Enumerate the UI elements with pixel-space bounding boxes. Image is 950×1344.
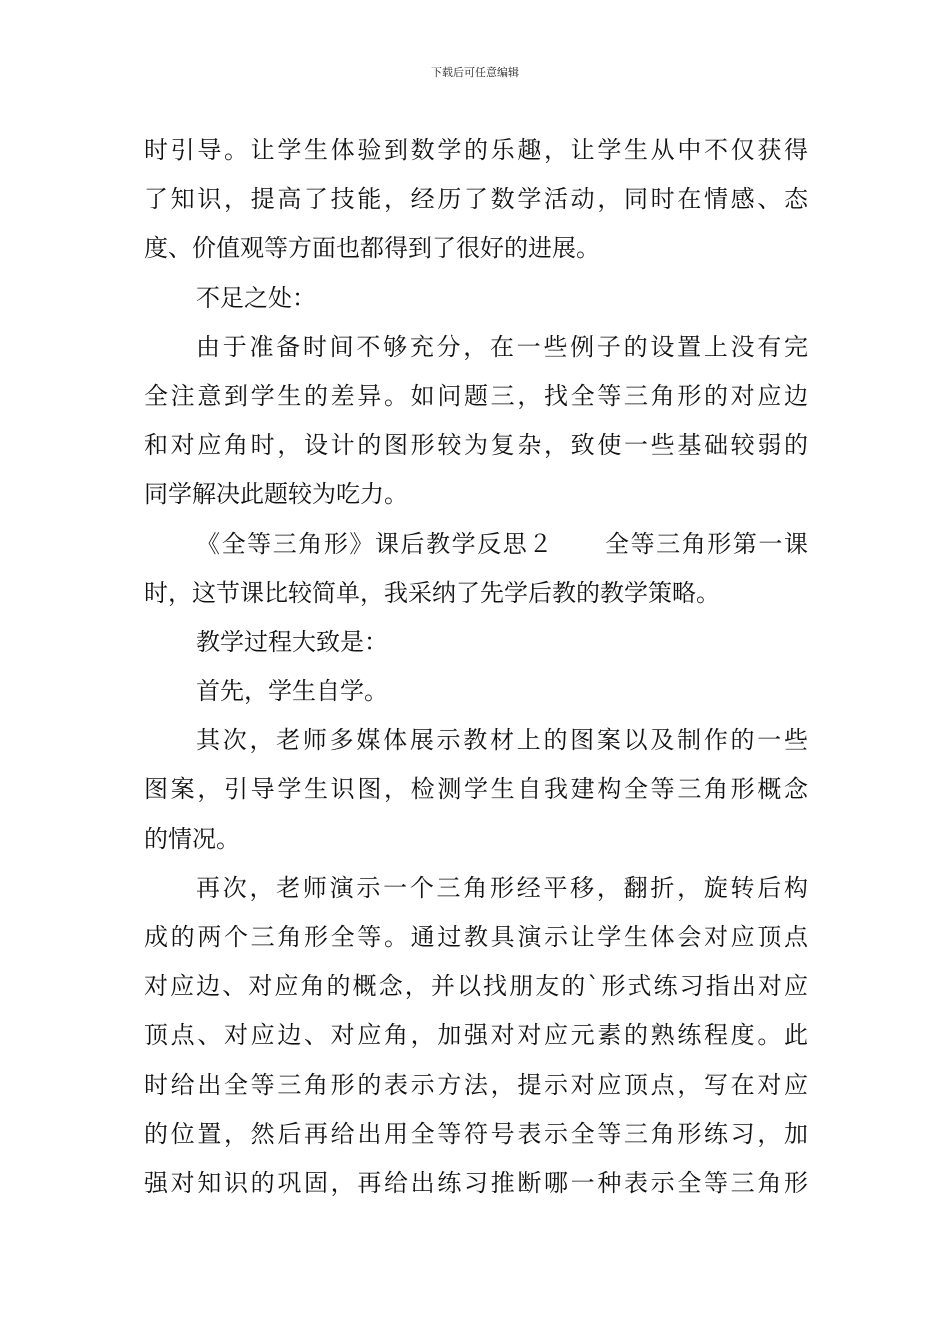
document-body [144, 126, 808, 1208]
text-line: 的位置，然后再给出用全等符号表示全等三角形练习，加 [144, 1119, 808, 1148]
text-line: 《全等三角形》课后教学反思２ 全等三角形第一课 [196, 529, 808, 558]
text-line: 时给出全等三角形的表示方法，提示对应顶点，写在对应 [144, 1070, 808, 1099]
text-line: 由于准备时间不够充分，在一些例子的设置上没有完 [196, 332, 808, 361]
text-line: 的情况。 [144, 824, 240, 853]
text-line: 教学过程大致是： [196, 627, 388, 656]
text-line: 同学解决此题较为吃力。 [144, 480, 408, 509]
text-line: 顶点、对应边、对应角，加强对对应元素的熟练程度。此 [144, 1021, 808, 1050]
text-line: 度、价值观等方面也都得到了很好的进展。 [144, 234, 600, 263]
text-line: 图案，引导学生识图，检测学生自我建构全等三角形概念 [144, 775, 808, 804]
text-line: 再次，老师演示一个三角形经平移，翻折，旋转后构 [196, 873, 808, 902]
text-line: 和对应角时，设计的图形较为复杂，致使一些基础较弱的 [144, 431, 808, 460]
text-line: 不足之处： [196, 283, 316, 312]
text-line: 时引导。让学生体验到数学的乐趣，让学生从中不仅获得 [144, 136, 808, 164]
text-line: 时，这节课比较简单，我采纳了先学后教的教学策略。 [144, 578, 720, 607]
text-line: 强对知识的巩固，再给出练习推断哪一种表示全等三角形 [144, 1168, 808, 1197]
text-line: 首先，学生自学。 [196, 677, 388, 706]
text-line: 其次，老师多媒体展示教材上的图案以及制作的一些 [196, 726, 808, 755]
page-header: 下载后可任意编辑 [431, 66, 519, 79]
text-line: 全注意到学生的差异。如问题三，找全等三角形的对应边 [144, 381, 808, 410]
text-line: 成的两个三角形全等。通过教具演示让学生体会对应顶点 [144, 923, 808, 951]
text-line: 了知识，提高了技能，经历了数学活动，同时在情感、态 [144, 185, 808, 214]
text-line: 对应边、对应角的概念，并以找朋友的`形式练习指出对应 [144, 972, 808, 1001]
